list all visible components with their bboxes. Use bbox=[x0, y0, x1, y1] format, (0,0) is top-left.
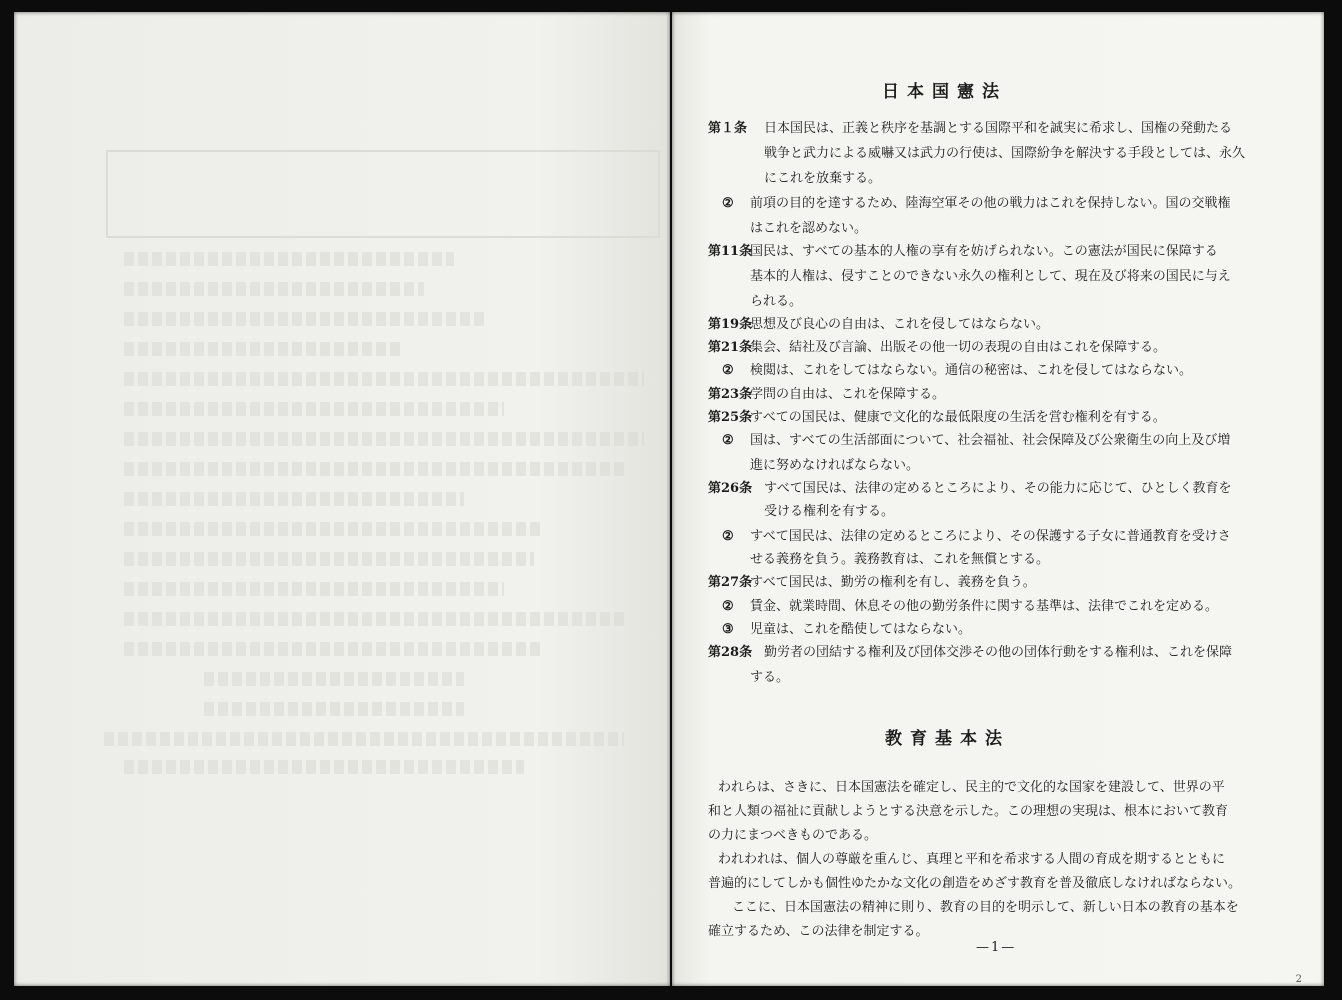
preamble-line: 和と人類の福祉に貢献しようとする決意を示した。この理想の実現は、根本において教育 bbox=[708, 804, 1229, 819]
show-through-line bbox=[124, 642, 544, 656]
constitution-line bbox=[708, 405, 1166, 430]
preamble-line: ここに、日本国憲法の精神に則り、教育の目的を明示して、新しい日本の教育の基本を bbox=[732, 900, 1239, 915]
show-through-line bbox=[204, 702, 464, 716]
article-text: 国は、すべての生活部面について、社会福祉、社会保障及び公衆衛生の向上及び増 bbox=[750, 433, 1231, 448]
show-through-line bbox=[124, 312, 484, 326]
article-text: 勤労者の団結する権利及び団体交渉その他の団体行動をする権利は、これを保障 bbox=[764, 645, 1233, 660]
constitution-line bbox=[708, 640, 1232, 665]
article-number: 第11条 bbox=[708, 244, 753, 259]
article-text: はこれを認めない。 bbox=[750, 221, 868, 236]
constitution-line bbox=[722, 358, 1192, 383]
article-text: られる。 bbox=[750, 294, 803, 309]
show-through-line bbox=[124, 582, 504, 596]
article-text: 進に努めなければならない。 bbox=[750, 458, 920, 473]
article-number: 第27条 bbox=[708, 575, 753, 590]
show-through-line bbox=[124, 282, 424, 296]
article-number: 第26条 bbox=[708, 481, 753, 496]
preamble-line: われわれは、個人の尊厳を重んじ、真理と平和を希求する人間の育成を期するとともに bbox=[718, 852, 1226, 867]
article-text: せる義務を負う。義務教育は、これを無償とする。 bbox=[750, 552, 1050, 567]
article-text: 学問の自由は、これを保障する。 bbox=[750, 387, 946, 402]
article-text: すべての国民は、健康で文化的な最低限度の生活を営む権利を有する。 bbox=[750, 410, 1166, 425]
show-through-line bbox=[124, 252, 454, 266]
article-text: 戦争と武力による威嚇又は武力の行使は、国際紛争を解決する手段としては、永久 bbox=[764, 146, 1246, 161]
article-number: 第28条 bbox=[708, 645, 753, 660]
article-text: 集会、結社及び言論、出版その他一切の表現の自由はこれを保障する。 bbox=[750, 340, 1167, 355]
article-text: する。 bbox=[750, 670, 790, 685]
constitution-line bbox=[708, 382, 945, 407]
article-text: 思想及び良心の自由は、これを侵してはならない。 bbox=[750, 317, 1050, 332]
paragraph-number: ② bbox=[722, 363, 734, 378]
article-text: 児童は、これを酷使してはならない。 bbox=[750, 622, 972, 637]
preamble-line: 確立するため、この法律を制定する。 bbox=[708, 924, 929, 939]
constitution-line bbox=[722, 191, 1230, 216]
paragraph-number: ③ bbox=[722, 622, 734, 637]
education-law-title: 教育基本法 bbox=[885, 729, 1010, 749]
show-through-line bbox=[124, 522, 544, 536]
show-through-box bbox=[106, 150, 660, 238]
article-number: 第１条 bbox=[708, 121, 748, 136]
page-number: —1— bbox=[976, 940, 1017, 955]
show-through-line bbox=[124, 760, 524, 774]
constitution-title: 日本国憲法 bbox=[882, 82, 1007, 102]
constitution-line bbox=[750, 289, 802, 314]
article-number: 第23条 bbox=[708, 387, 753, 402]
constitution-line bbox=[764, 499, 894, 524]
show-through-line bbox=[204, 672, 464, 686]
article-text: すべて国民は、法律の定めるところにより、その能力に応じて、ひとしく教育を bbox=[764, 481, 1232, 496]
corner-number: 2 bbox=[1295, 974, 1302, 985]
paragraph-number: ② bbox=[722, 599, 734, 614]
constitution-line bbox=[708, 335, 1166, 360]
article-number: 第21条 bbox=[708, 340, 753, 355]
article-text: すべて国民は、勤労の権利を有し、義務を負う。 bbox=[750, 575, 1036, 590]
constitution-line bbox=[750, 453, 919, 478]
constitution-line bbox=[708, 116, 1232, 141]
paragraph-number: ② bbox=[722, 196, 734, 211]
preamble-line: われらは、さきに、日本国憲法を確定し、民主的で文化的な国家を建設して、世界の平 bbox=[718, 780, 1225, 795]
show-through-line bbox=[124, 462, 624, 476]
constitution-line bbox=[708, 570, 1036, 595]
paragraph-number: ② bbox=[722, 433, 734, 448]
constitution-line bbox=[708, 476, 1231, 501]
constitution-line bbox=[722, 428, 1230, 453]
show-through-line bbox=[124, 402, 504, 416]
article-text: 日本国民は、正義と秩序を基調とする国際平和を誠実に希求し、国権の発動たる bbox=[764, 121, 1233, 136]
article-text: すべて国民は、法律の定めるところにより、その保護する子女に普通教育を受けさ bbox=[750, 529, 1231, 544]
constitution-line bbox=[722, 617, 971, 642]
show-through-line bbox=[124, 552, 534, 566]
article-text: にこれを放棄する。 bbox=[764, 171, 882, 186]
left-page bbox=[14, 12, 670, 986]
article-number: 第25条 bbox=[708, 410, 753, 425]
preamble-line: の力にまつべきものである。 bbox=[708, 828, 878, 843]
article-text: 前項の目的を達するため、陸海空軍その他の戦力はこれを保持しない。国の交戦権 bbox=[750, 196, 1231, 211]
article-text: 国民は、すべての基本的人権の享有を妨げられない。この憲法が国民に保障する bbox=[750, 244, 1218, 259]
article-text: 基本的人権は、侵すことのできない永久の権利として、現在及び将来の国民に与え bbox=[750, 269, 1231, 284]
show-through-line bbox=[124, 372, 644, 386]
constitution-line bbox=[750, 665, 789, 690]
constitution-line bbox=[708, 239, 1218, 264]
preamble-line: 普遍的にしてしかも個性ゆたかな文化の創造をめざす教育を普及徹底しなければならない。 bbox=[708, 876, 1242, 891]
show-through-line bbox=[124, 342, 404, 356]
show-through-line bbox=[124, 492, 464, 506]
paragraph-number: ② bbox=[722, 529, 734, 544]
show-through-line bbox=[124, 432, 644, 446]
constitution-line bbox=[750, 547, 1049, 572]
constitution-line bbox=[722, 524, 1231, 549]
constitution-line bbox=[764, 141, 1245, 166]
article-text: 検閲は、これをしてはならない。通信の秘密は、これを侵してはならない。 bbox=[750, 363, 1193, 378]
right-page bbox=[672, 12, 1324, 986]
constitution-line bbox=[750, 264, 1231, 289]
constitution-line bbox=[750, 216, 867, 241]
constitution-line bbox=[764, 166, 881, 191]
article-number: 第19条 bbox=[708, 317, 753, 332]
article-text: 賃金、就業時間、休息その他の勤労条件に関する基準は、法律でこれを定める。 bbox=[750, 599, 1219, 614]
article-text: 受ける権利を有する。 bbox=[764, 504, 895, 519]
show-through-line bbox=[104, 732, 624, 746]
show-through-line bbox=[124, 612, 624, 626]
constitution-line bbox=[722, 594, 1218, 619]
constitution-line bbox=[708, 312, 1049, 337]
